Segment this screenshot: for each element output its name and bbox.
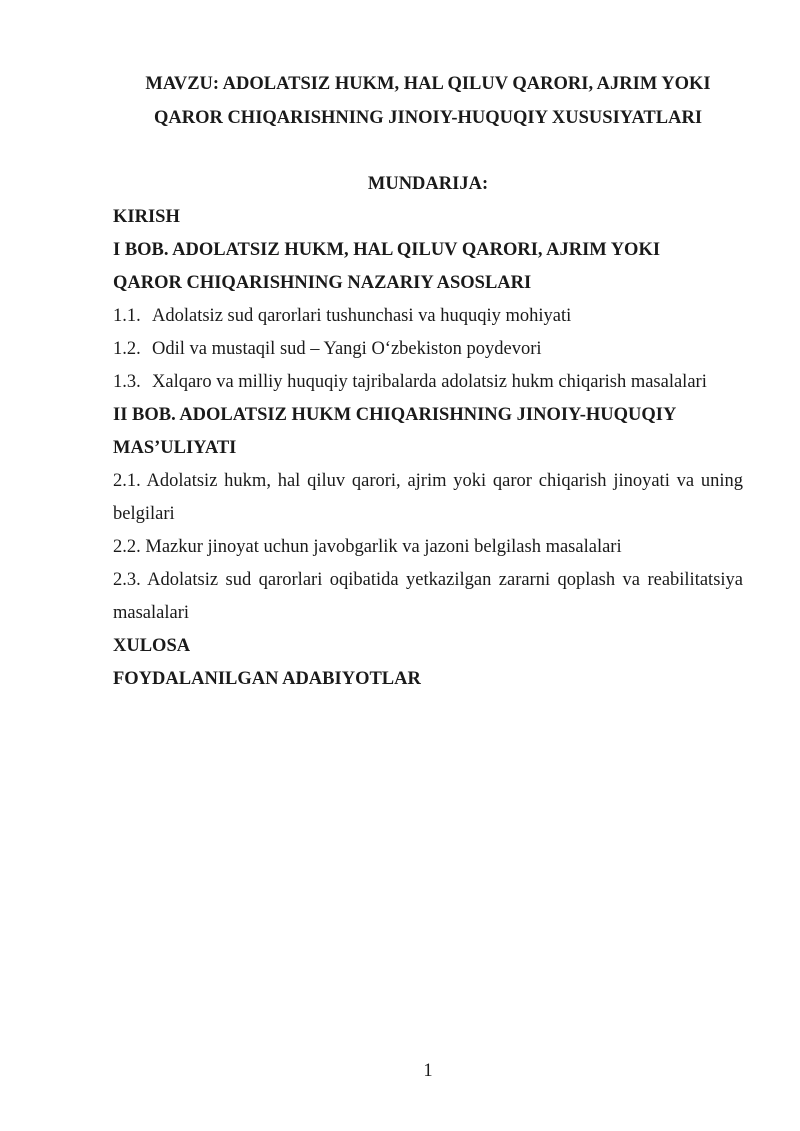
toc-entry-text: Adolatsiz sud qarorlari tushunchasi va huquqiy mohiyati (152, 306, 572, 326)
document-content (0, 67, 800, 696)
toc-entry-bibliography: FOYDALANILGAN ADABIYOTLAR (113, 669, 421, 689)
toc-entry-kirish: KIRISH (113, 207, 180, 227)
toc-entry-number: 1.3. (113, 372, 141, 392)
toc-entry-xulosa: XULOSA (113, 636, 191, 656)
chapter2-heading-line: II BOB. ADOLATSIZ HUKM CHIQARISHNING JINOIY-HUQUQIY (113, 405, 677, 425)
toc-entry-number: 1.1. (113, 306, 141, 326)
document-title-line: QAROR CHIQARISHNING JINOIY-HUQUQIY XUSUSIYATLARI (153, 108, 703, 128)
toc-entry-2-1: 2.1. Adolatsiz hukm, hal qiluv qarori, ajrim yoki qaror chiqarish jinoyati va uning belgilari (113, 471, 743, 524)
toc-entry-1-2 (113, 333, 743, 366)
toc-entry-1-1 (113, 300, 743, 333)
toc-entry-chapter2 (113, 399, 743, 465)
chapter1-heading-line: QAROR CHIQARISHNING NAZARIY ASOSLARI (113, 273, 532, 293)
document-title (113, 67, 743, 135)
toc-entry-2-2: 2.2. Mazkur jinoyat uchun javobgarlik va jazoni belgilash masalalari (113, 537, 622, 557)
toc-entry-number: 1.2. (113, 339, 141, 359)
document-title-line: MAVZU: ADOLATSIZ HUKM, HAL QILUV QARORI, AJRIM YOKI (145, 74, 711, 94)
toc-entry-text: Odil va mustaqil sud – Yangi O‘zbekiston poydevori (152, 339, 542, 359)
toc-entry-1-3 (113, 366, 743, 399)
toc-entry-2-3: 2.3. Adolatsiz sud qarorlari oqibatida yetkazilgan zararni qoplash va reabilitatsiya masalalari (113, 570, 743, 623)
toc-heading: MUNDARIJA: (367, 174, 489, 194)
toc-entry-text: Xalqaro va milliy huquqiy tajribalarda adolatsiz hukm chiqarish masalalari (152, 372, 707, 392)
page-number: 1 (423, 1061, 433, 1081)
toc-entry-chapter1 (113, 234, 743, 300)
chapter1-heading-line: I BOB. ADOLATSIZ HUKM, HAL QILUV QARORI, AJRIM YOKI (113, 240, 661, 260)
chapter2-heading-line: MAS’ULIYATI (113, 438, 237, 458)
